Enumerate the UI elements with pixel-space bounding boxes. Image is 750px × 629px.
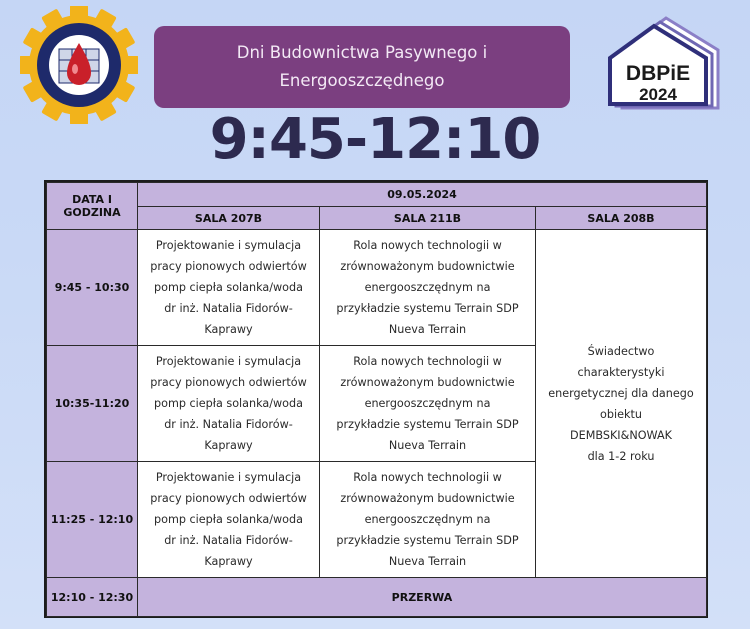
- time-slot-3: 11:25 - 12:10: [47, 462, 138, 578]
- dbpie-house-logo-icon: [602, 14, 724, 110]
- time-slot-1: 9:45 - 10:30: [47, 230, 138, 346]
- schedule-table: [44, 180, 708, 618]
- dbpie-logo-name: DBPiE: [625, 62, 691, 85]
- session-208b-merged: Świadectwo charakterystyki energetycznej dla danego obiektu DEMBSKI&NOWAK dla 1-2 roku: [536, 230, 707, 578]
- break-label: PRZERWA: [138, 578, 707, 617]
- corner-header: [47, 183, 138, 230]
- event-title-banner: [154, 26, 570, 108]
- session-207b-1: Projektowanie i symulacja pracy pionowych odwiertów pomp ciepła solanka/woda dr inż. Natalia Fidorów- Kaprawy: [138, 230, 320, 346]
- session-207b-3: Projektowanie i symulacja pracy pionowych odwiertów pomp ciepła solanka/woda dr inż. Natalia Fidorów- Kaprawy: [138, 462, 320, 578]
- break-time: 12:10 - 12:30: [47, 578, 138, 617]
- dbpie-logo: [602, 14, 724, 110]
- session-207b-2: Projektowanie i symulacja pracy pionowych odwiertów pomp ciepła solanka/woda dr inż. Natalia Fidorów- Kaprawy: [138, 346, 320, 462]
- time-slot-2: 10:35-11:20: [47, 346, 138, 462]
- room-header-207b: SALA 207B: [138, 207, 320, 230]
- session-time-range: 9:45-12:10: [209, 107, 541, 172]
- session-211b-1: Rola nowych technologii w zrównoważonym budownictwie energooszczędnym na przykładzie systemu Terrain SDP Nueva Terrain: [320, 230, 536, 346]
- organization-logo: [20, 6, 138, 124]
- room-header-208b: SALA 208B: [536, 207, 707, 230]
- corner-header-line2: GODZINA: [63, 206, 121, 219]
- session-211b-2: Rola nowych technologii w zrównoważonym budownictwie energooszczędnym na przykładzie systemu Terrain SDP Nueva Terrain: [320, 346, 536, 462]
- gear-badge-logo-icon: [20, 6, 138, 124]
- session-211b-3: Rola nowych technologii w zrównoważonym budownictwie energooszczędnym na przykładzie systemu Terrain SDP Nueva Terrain: [320, 462, 536, 578]
- room-header-211b: SALA 211B: [320, 207, 536, 230]
- corner-header-line1: DATA I: [72, 193, 112, 206]
- dbpie-logo-year: 2024: [639, 85, 677, 104]
- date-header: 09.05.2024: [138, 183, 707, 207]
- event-title-line2: Energooszczędnego: [279, 71, 445, 90]
- event-title-line1: Dni Budownictwa Pasywnego i: [236, 43, 488, 62]
